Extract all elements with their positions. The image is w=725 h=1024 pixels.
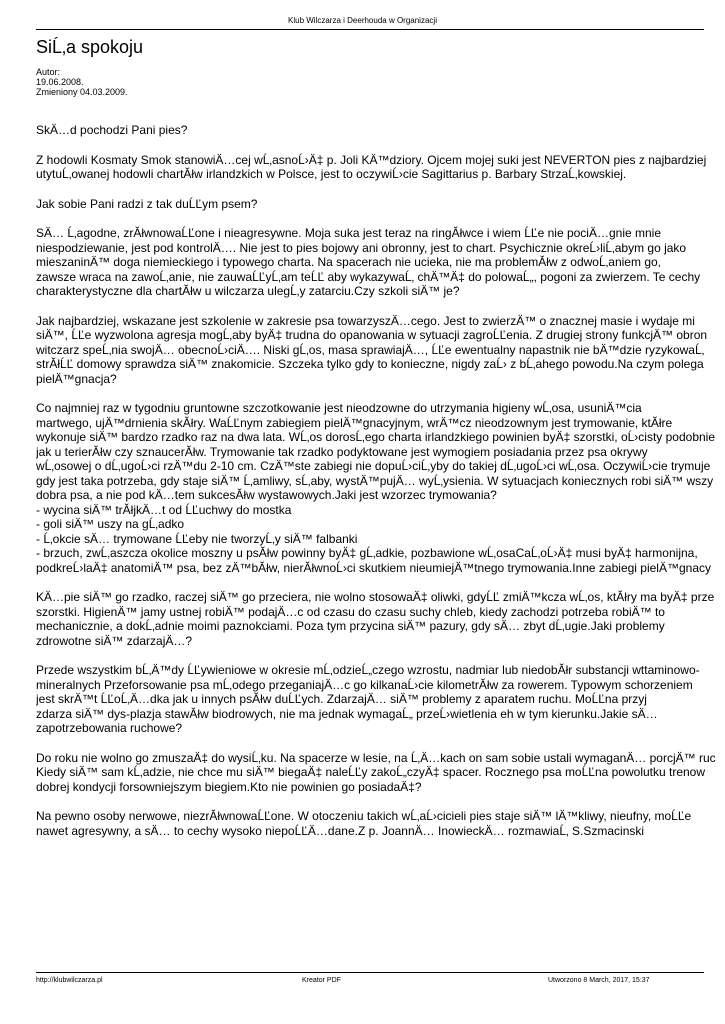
paragraph-line: - wycina siÄ™ trĂłjkÄ…t od ĹĽuchwy do mostka xyxy=(36,502,292,517)
article-meta xyxy=(36,67,128,97)
paragraph-line: charakterystyczne dla chartĂłw u wilczarza ulegĹ‚y zatarciu.Czy szkoli siÄ™ je? xyxy=(36,284,460,298)
article-paragraph xyxy=(36,751,725,795)
author-label: Autor: xyxy=(36,67,61,77)
article-paragraph xyxy=(36,809,725,838)
paragraph-line: wykonuje siÄ™ bardzo rzadko raz na dwa lata. WĹ‚os dorosĹ‚ego charta irlandzkiego powinien byÄ‡ szorstki, oĹ›cisty podobnie xyxy=(36,430,716,444)
paragraph-line: mechanicznie, a dokĹ‚adnie moimi paznokciami. Poza tym przycina siÄ™ pazury, gdy sÄ… zbyt dĹ‚ugie.Jaki problemy xyxy=(36,619,665,633)
footer-created: Utworzono 8 March, 2017, 15:37 xyxy=(548,977,650,984)
paragraph-line: Do roku nie wolno go zmuszaÄ‡ do wysiĹ‚ku. Na spacerze w lesie, na Ĺ‚Ä…kach on sam sobie ustali wymaganÄ… porcjÄ™ ruc xyxy=(36,750,716,765)
paragraph-line: zdrowotne siÄ™ zdarzajÄ…? xyxy=(36,633,193,648)
footer-generator: Kreator PDF xyxy=(302,977,341,984)
paragraph-line: - goli siÄ™ uszy na gĹ‚adko xyxy=(36,517,185,531)
article-paragraph xyxy=(36,153,725,182)
paragraph-line: Na pewno osoby nerwowe, niezrĂłwnowaĹĽone. W otoczeniu takich wĹ‚aĹ›cicieli pies staje siÄ™ lÄ™kliwy, nieufny, moĹĽe xyxy=(36,809,692,823)
paragraph-line: strĂłĹĽ domowy sprawdza siÄ™ znakomicie. Szczeka tylko gdy to konieczne, nigdy zaĹ› z bĹ‚ahego powodu.Na czym polega xyxy=(36,357,704,371)
article-paragraph xyxy=(36,226,725,299)
paragraph-line: SkÄ…d pochodzi Pani pies? xyxy=(36,123,188,137)
created-date: 19.06.2008. xyxy=(36,77,84,87)
paragraph-line: Kiedy siÄ™ sam kĹ‚adzie, nie chce mu siÄ™ biegaÄ‡ naleĹĽy zakoĹ„czyÄ‡ spacer. Rocznego psa moĹĽna powolutku trenow xyxy=(36,765,706,779)
paragraph-line: - Ĺ‚okcie sÄ… trymowane ĹĽeby nie tworzyĹ‚y siÄ™ falbanki xyxy=(36,531,358,546)
footer-divider xyxy=(36,972,704,973)
paragraph-line: niespodziewanie, jest pod kontrolÄ…. Nie jest to pies bojowy ani obronny, jest to chart. Psychicznie okreĹ›liĹ‚abym go jako xyxy=(36,240,687,255)
paragraph-line: podkreĹ›laÄ‡ anatomiÄ™ psa, bez zÄ™bĂłw, nierĂłwnoĹ›ci skutkiem nieumiejÄ™tnego trymowania.Inne zabiegi pielÄ™gnacy xyxy=(36,560,711,575)
paragraph-line: dobrej kondycji forsowniejszym biegiem.Kto nie powinien go posiadaÄ‡? xyxy=(36,779,422,794)
article-paragraph xyxy=(36,123,725,138)
article-title: SiĹ‚a spokoju xyxy=(36,37,144,57)
article-body xyxy=(36,123,725,853)
paragraph-line: mieszaninÄ™ doga niemieckiego i typowego charta. Na spacerach nie ucieka, nie ma problemĂłw z odwoĹ‚aniem go, xyxy=(36,255,661,269)
paragraph-line: Przede wszystkim bĹ‚Ä™dy ĹĽywieniowe w okresie mĹ‚odzieĹ„czego wzrostu, nadmiar lub niedobĂłr substancji wttaminowo- xyxy=(36,663,700,677)
paragraph-line: Z hodowli Kosmaty Smok stanowiÄ…cej wĹ‚asnoĹ›Ä‡ p. Joli KÄ™dziory. Ojcem mojej suki jest NEVERTON pies z najbardziej xyxy=(36,152,707,167)
paragraph-line: martwego, ujÄ™drnienia skĂłry. WaĹĽnym zabiegiem pielÄ™gnacyjnym, wrÄ™cz nieodzownym jest trymowanie, ktĂłre xyxy=(36,415,673,430)
paragraph-line: mineralnych Przeforsowanie psa mĹ‚odego przeganiajÄ…c go kilkanaĹ›cie kilometrĂłw za rowerem. Typowym schorzeniem xyxy=(36,677,693,692)
paragraph-line: KÄ…pie siÄ™ go rzadko, raczej siÄ™ go przeciera, nie wolno stosowaÄ‡ oliwki, gdyĹĽ zmiÄ™kcza wĹ‚os, ktĂłry ma byÄ‡ prze xyxy=(36,590,715,604)
article-paragraph xyxy=(36,197,725,212)
paragraph-line: Jak najbardziej, wskazane jest szkolenie w zakresie psa towarzyszÄ…cego. Jest to zwierzÄ™ o znacznej masie i wydaje mi xyxy=(36,313,695,328)
article-paragraph xyxy=(36,314,725,387)
paragraph-line: witczarz speĹ‚nia swojÄ… obecnoĹ›ciÄ…. Niski gĹ‚os, masa sprawiajÄ…, ĹĽe ewentualny napastnik nie bÄ™dzie ryzykowaĹ‚ xyxy=(36,342,705,357)
paragraph-line: Co najmniej raz w tygodniu gruntowne szczotkowanie jest nieodzowne do utrzymania higieny wĹ‚osa, usuniÄ™cia xyxy=(36,401,642,415)
paragraph-line: zawsze wraca na zawoĹ‚anie, nie zauwaĹĽyĹ‚am teĹĽ aby wykazywaĹ‚ chÄ™Ä‡ do polowaĹ„, pogoni za zwierzem. Te cechy xyxy=(36,269,701,284)
page-header: Klub Wilczarza i Deerhouda w Organizacji xyxy=(288,16,437,25)
paragraph-line: siÄ™, ĹĽe wyzwolona agresja mogĹ‚aby byÄ‡ trudna do opanowania w sytuacji zagroĹĽenia. Z drugiej strony funkcjÄ™ obron xyxy=(36,328,708,342)
paragraph-line: zdarza siÄ™ dys-plazja stawĂłw biodrowych, nie ma jednak wymagaĹ„ przeĹ›wietlenia eh w tym kierunku.Jakie sÄ… xyxy=(36,706,658,721)
paragraph-line: wĹ‚osowej o dĹ‚ugoĹ›ci rzÄ™du 2-10 cm. CzÄ™ste zabiegi nie dopuĹ›ciĹ‚yby do takiej dĹ‚ugoĹ›ci wĹ‚osa. OczywiĹ›cie trymuje xyxy=(36,459,711,473)
paragraph-line: jest skrÄ™t ĹĽoĹ‚Ä…dka jak u innych psĂłw duĹĽych. ZdarzajÄ… siÄ™ problemy z aparatem ruchu. MoĹĽna przyj xyxy=(36,692,647,706)
paragraph-line: pielÄ™gnacja? xyxy=(36,371,117,386)
paragraph-line: zapotrzebowania ruchowe? xyxy=(36,721,183,735)
paragraph-line: jak u terierĂłw czy sznaucerĂłw. Trymowanie tak rzadko podyktowane jest wymogiem posiadania przez psa okrywy xyxy=(36,444,648,459)
article-paragraph xyxy=(36,663,725,736)
footer-url: http://klubwilczarza.pl xyxy=(36,977,103,984)
paragraph-line: - brzuch, zwĹ‚aszcza okolice moszny u psĂłw powinny byÄ‡ gĹ‚adkie, pozbawione wĹ‚osaCaĹ‚oĹ›Ä‡ musi byÄ‡ harmonijna, xyxy=(36,546,698,560)
modified-date: Zmieniony 04.03.2009. xyxy=(36,87,128,97)
paragraph-line: Jak sobie Pani radzi z tak duĹĽym psem? xyxy=(36,196,258,211)
paragraph-line: szorstki. HigienÄ™ jamy ustnej robiÄ™ podajÄ…c od czasu do czasu suchy chleb, kiedy zachodzi potrzeba robiÄ™ to xyxy=(36,604,665,619)
paragraph-line: utytuĹ‚owanej hodowli chartĂłw irlandzkich w Polsce, jest to oczywiĹ›cie Sagittarius p. Barbary StrzaĹ‚kowskiej. xyxy=(36,167,627,181)
article-paragraph xyxy=(36,401,725,575)
header-divider xyxy=(36,29,704,30)
paragraph-line: nawet agresywny, a sÄ… to cechy wysoko niepoĹĽÄ…dane.Z p. JoannÄ… InowieckÄ… rozmawiaĹ‚ S.Szmacinski xyxy=(36,823,645,838)
paragraph-line: SÄ… Ĺ‚agodne, zrĂłwnowaĹĽone i nieagresywne. Moja suka jest teraz na ringĂłwce i wiem ĹĽe nie pociÄ…gnie mnie xyxy=(36,226,661,240)
paragraph-line: dobra psa, a nie pod kÄ…tem sukcesĂłw wystawowych.Jaki jest wzorzec trymowania? xyxy=(36,488,497,502)
paragraph-line: gdy jest taka potrzeba, gdy staje siÄ™ Ĺ‚amliwy, sĹ‚aby, wystÄ™pujÄ… wyĹ‚ysienia. W sytuacjach koniecznych robi siÄ™ wszy xyxy=(36,473,714,488)
article-paragraph xyxy=(36,590,725,648)
